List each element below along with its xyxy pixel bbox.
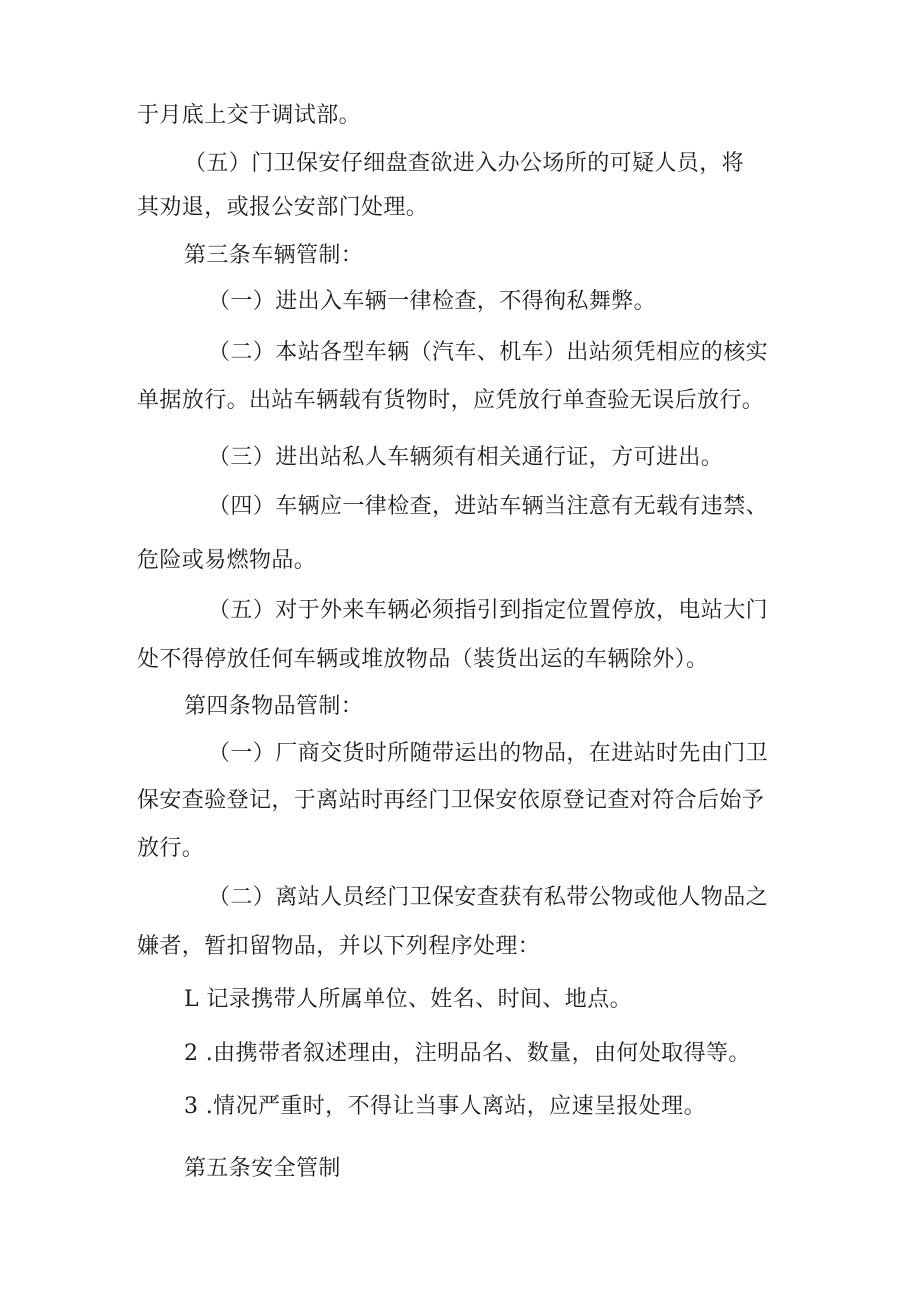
text-line: （一）厂商交货时所随带运出的物品，在进站时先由门卫 [208,741,769,766]
text-line: （三）进出站私人车辆须有相关通行证，方可进出。 [208,445,724,470]
text-line: （五）门卫保安仔细盘查欲进入办公场所的可疑人员，将 [184,151,745,176]
text-line: （一）进出入车辆一律检查，不得徇私舞弊。 [208,289,657,314]
section-heading: 第三条车辆管制： [184,243,364,268]
text-line: 嫌者，暂扣留物品，并以下列程序处理： [137,934,541,959]
list-item: 2 .由携带者叙述理由，注明品名、数量，由何处取得等。 [184,1041,751,1066]
list-item: 3 .情况严重时，不得让当事人离站，应速呈报处理。 [184,1094,706,1119]
list-item: L 记录携带人所属单位、姓名、时间、地点。 [184,987,633,1012]
text-line: 放行。 [137,836,205,861]
text-line: 于月底上交于调试部。 [137,103,362,128]
text-line: （二）本站各型车辆（汽车、机车）出站须凭相应的核实 [208,340,769,365]
section-heading: 第五条安全管制 [184,1156,341,1181]
text-line: 其劝退，或报公安部门处理。 [137,195,429,220]
text-line: 危险或易燃物品。 [137,548,317,573]
text-line: 单据放行。出站车辆载有货物时，应凭放行单查验无误后放行。 [137,388,765,413]
text-line: （五）对于外来车辆必须指引到指定位置停放，电站大门 [208,598,769,623]
text-line: 处不得停放任何车辆或堆放物品（装货出运的车辆除外）。 [137,647,709,672]
text-line: （四）车辆应一律检查，进站车辆当注意有无载有违禁、 [208,494,769,519]
section-heading: 第四条物品管制： [184,694,364,719]
text-line: 保安查验登记，于离站时再经门卫保安依原登记查对符合后始予 [137,788,765,813]
text-line: （二）离站人员经门卫保安查获有私带公物或他人物品之 [208,885,769,910]
